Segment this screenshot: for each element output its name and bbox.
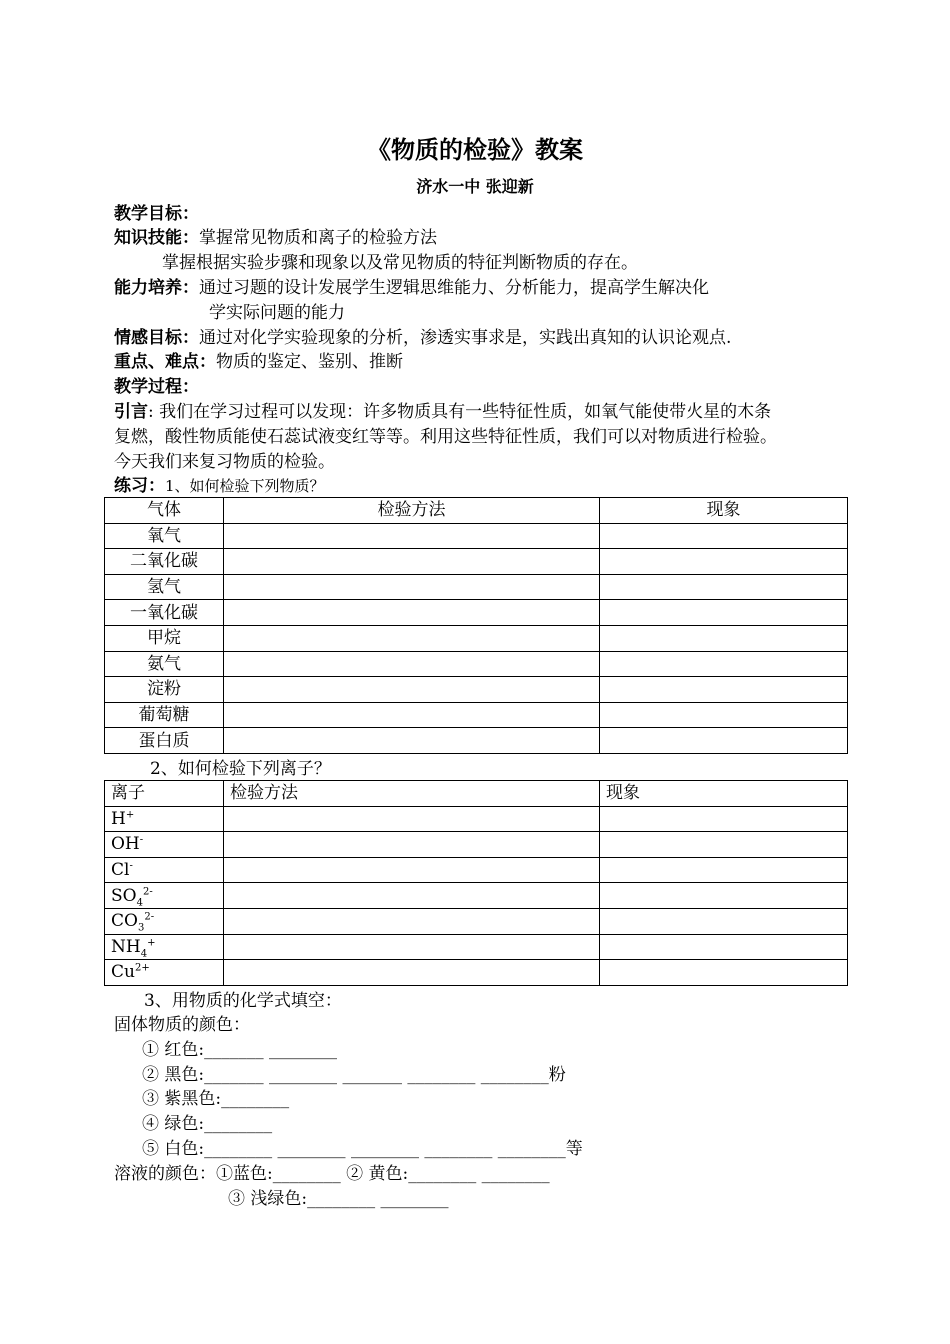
header-method: 检验方法: [224, 781, 600, 807]
method-cell[interactable]: [224, 523, 600, 549]
table-row: [105, 523, 848, 549]
ability-text-2: 学实际问题的能力: [209, 303, 345, 323]
intro-text-3: 今天我们来复习物质的检验。: [114, 452, 335, 472]
solid-heading: 固体物质的颜色：: [114, 1015, 250, 1035]
phenomenon-cell[interactable]: [600, 523, 848, 549]
phenomenon-cell[interactable]: [600, 574, 848, 600]
substance-cell: 二氧化碳: [105, 549, 224, 575]
phenomenon-cell[interactable]: [600, 806, 848, 832]
phenomenon-cell[interactable]: [600, 728, 848, 754]
knowledge-text-1: 掌握常见物质和离子的检验方法: [199, 228, 437, 248]
table-row: [105, 651, 848, 677]
header-gas: 气体: [105, 498, 224, 524]
knowledge-text-2: 掌握根据实验步骤和现象以及常见物质的特征判断物质的存在。: [162, 253, 638, 273]
knowledge-line: [114, 226, 437, 250]
phenomenon-cell[interactable]: [600, 651, 848, 677]
phenomenon-cell[interactable]: [600, 702, 848, 728]
process-heading: 教学过程：: [114, 377, 199, 397]
table-row: [105, 908, 848, 934]
table-header-row: [105, 498, 848, 524]
method-cell[interactable]: [224, 934, 600, 960]
method-cell[interactable]: [224, 883, 600, 909]
ion-cell: $SO_4^{2-}$: [105, 883, 224, 909]
substance-cell: 氧气: [105, 523, 224, 549]
header-phenomenon: 现象: [600, 781, 848, 807]
intro-text-2: 复燃，酸性物质能使石蕊试液变红等等。利用这些特征性质，我们可以对物质进行检验。: [114, 427, 777, 447]
method-cell[interactable]: [224, 677, 600, 703]
emotion-label: 情感目标：: [114, 328, 199, 348]
phenomenon-cell[interactable]: [600, 960, 848, 986]
ion-cell: Cl-: [105, 857, 224, 883]
ability-line: [114, 276, 709, 300]
header-method: 检验方法: [224, 498, 600, 524]
phenomenon-cell[interactable]: [600, 908, 848, 934]
ion-cell: $Cu^{2+}$: [105, 960, 224, 986]
table-row: [105, 883, 848, 909]
table-header-row: [105, 781, 848, 807]
table-row: [105, 728, 848, 754]
ability-text-1: 通过习题的设计发展学生逻辑思维能力、分析能力，提高学生解决化: [199, 278, 709, 298]
intro-line-1: [114, 400, 771, 424]
solid-black-line: ② 黑色:_______ ________ _______ ________ ________粉: [142, 1065, 566, 1085]
table-row: [105, 702, 848, 728]
table-row: [105, 600, 848, 626]
method-cell[interactable]: [224, 702, 600, 728]
phenomenon-cell[interactable]: [600, 600, 848, 626]
ion-table: [104, 780, 848, 986]
method-cell[interactable]: [224, 549, 600, 575]
substance-cell: 蛋白质: [105, 728, 224, 754]
emotion-line: [114, 326, 731, 350]
method-cell[interactable]: [224, 832, 600, 858]
intro-text-1: : 我们在学习过程可以发现：许多物质具有一些特征性质，如氧气能使带火星的木条: [148, 402, 772, 422]
table-row: [105, 549, 848, 575]
method-cell[interactable]: [224, 728, 600, 754]
substance-cell: 氨气: [105, 651, 224, 677]
solid-purple-black-line: ③ 紫黑色:________: [142, 1089, 290, 1109]
phenomenon-cell[interactable]: [600, 883, 848, 909]
key-points-text: 物质的鉴定、鉴别、推断: [216, 352, 403, 372]
header-phenomenon: 现象: [600, 498, 848, 524]
phenomenon-cell[interactable]: [600, 677, 848, 703]
table-row: [105, 857, 848, 883]
substance-cell: 甲烷: [105, 625, 224, 651]
intro-label: 引言: [114, 402, 148, 422]
table-row: [105, 677, 848, 703]
knowledge-label: 知识技能：: [114, 228, 199, 248]
method-cell[interactable]: [224, 857, 600, 883]
method-cell[interactable]: [224, 600, 600, 626]
solution-line-2: ③ 浅绿色:________ ________: [228, 1189, 449, 1209]
page-title: 《物质的检验》教案: [367, 136, 583, 164]
ion-cell: $NH_4^+$: [105, 934, 224, 960]
exercise-line: [114, 474, 325, 498]
ability-label: 能力培养：: [114, 278, 199, 298]
table-row: [105, 574, 848, 600]
method-cell[interactable]: [224, 960, 600, 986]
phenomenon-cell[interactable]: [600, 549, 848, 575]
solid-green-line: ④ 绿色:________: [142, 1114, 273, 1134]
phenomenon-cell[interactable]: [600, 857, 848, 883]
author-line: 济水一中 张迎新: [416, 177, 534, 196]
table-row: [105, 960, 848, 986]
method-cell[interactable]: [224, 651, 600, 677]
question-3: 3、用物质的化学式填空：: [144, 991, 342, 1011]
phenomenon-cell[interactable]: [600, 625, 848, 651]
method-cell[interactable]: [224, 908, 600, 934]
substance-cell: 氢气: [105, 574, 224, 600]
key-points-label: 重点、难点：: [114, 352, 216, 372]
substance-cell: 葡萄糖: [105, 702, 224, 728]
table-row: [105, 832, 848, 858]
phenomenon-cell[interactable]: [600, 832, 848, 858]
table-row: [105, 625, 848, 651]
goals-heading: 教学目标：: [114, 204, 199, 224]
ion-cell: OH-: [105, 832, 224, 858]
solid-red-line: ① 红色:_______ ________: [142, 1040, 338, 1060]
solid-white-line: ⑤ 白色:________ ________ ________ ________ ________等: [142, 1139, 583, 1159]
exercise-label: 练习：: [114, 476, 165, 496]
key-points-line: [114, 350, 403, 374]
ion-cell: H+: [105, 806, 224, 832]
phenomenon-cell[interactable]: [600, 934, 848, 960]
table-row: [105, 934, 848, 960]
ion-cell: $CO_3^{2-}$: [105, 908, 224, 934]
substance-cell: 淀粉: [105, 677, 224, 703]
question-2: 2、如何检验下列离子？: [150, 759, 331, 779]
header-ion: 离子: [105, 781, 224, 807]
method-cell[interactable]: [224, 806, 600, 832]
substance-table: [104, 497, 848, 754]
solution-line-1: 溶液的颜色：①蓝色:________ ② 黄色:________ ________: [114, 1164, 550, 1184]
method-cell[interactable]: [224, 625, 600, 651]
exercise-q1: 1、如何检验下列物质？: [165, 477, 325, 495]
table-row: [105, 806, 848, 832]
method-cell[interactable]: [224, 574, 600, 600]
emotion-text: 通过对化学实验现象的分析，渗透实事求是，实践出真知的认识论观点.: [199, 328, 732, 348]
substance-cell: 一氧化碳: [105, 600, 224, 626]
